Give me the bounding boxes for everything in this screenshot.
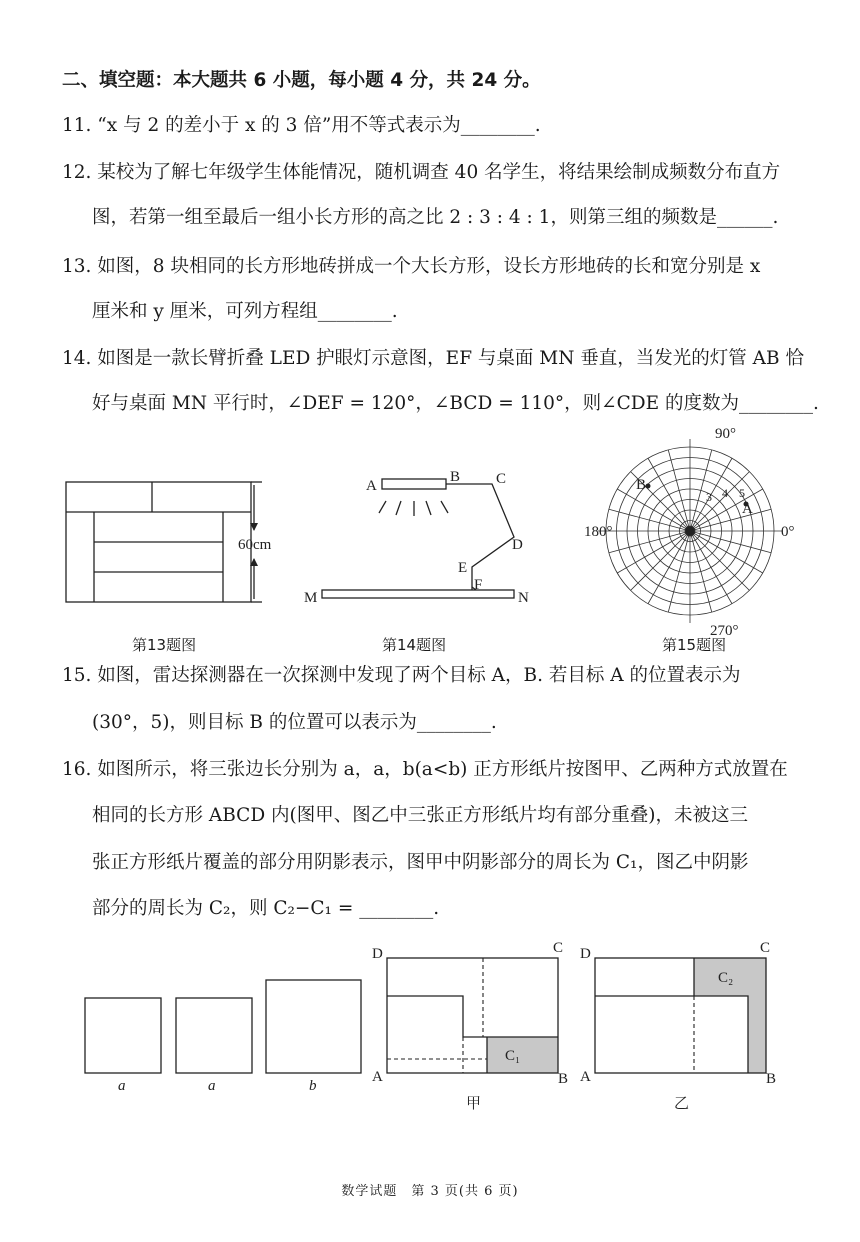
fig14-label-B: B [450, 469, 461, 485]
radar-spoke [609, 509, 690, 531]
jia-label-C: C [553, 940, 564, 956]
radar-spoke [690, 509, 771, 531]
radar-spoke [648, 458, 690, 531]
jia-label-C1: C₁ [505, 1048, 521, 1064]
question-16-line3: 张正方形纸片覆盖的部分用阴影表示，图甲中阴影部分的周长为 C₁，图乙中阴影 [92, 852, 749, 873]
fig15-caption: 第15题图 [662, 636, 727, 654]
jia-label-B: B [558, 1071, 569, 1087]
radar-spoke [690, 531, 712, 612]
figure-13 [60, 475, 300, 610]
question-13-line2: 厘米和 y 厘米，可列方程组________. [92, 301, 398, 322]
fig13-caption: 第13题图 [132, 636, 197, 654]
yi-label-C2: C₂ [718, 970, 734, 986]
radar-center [685, 526, 695, 536]
fig14-label-M: M [304, 590, 318, 606]
yi-label-B: B [766, 1071, 777, 1087]
jia-caption: 甲 [466, 1094, 482, 1112]
question-13-line1: 13. 如图，8 块相同的长方形地砖拼成一个大长方形，设长方形地砖的长和宽分别是 x [62, 256, 761, 277]
yi-label-D: D [580, 946, 591, 962]
fig14-label-C: C [496, 471, 507, 487]
fig15-angle-0: 0° [781, 524, 795, 540]
jia-label-A: A [372, 1069, 383, 1085]
question-12-line2: 图，若第一组至最后一组小长方形的高之比 2 : 3 : 4 : 1，则第三组的频数是______. [92, 207, 779, 228]
square-a-2 [176, 998, 252, 1073]
fig15-angle-90: 90° [715, 426, 736, 442]
fig15-angle-270: 270° [710, 623, 739, 639]
radar-spoke [617, 531, 690, 573]
square-label-a-2: a [208, 1078, 216, 1094]
fig15-point-label-B: B [636, 477, 647, 493]
page-footer: 数学试题 第 3 页(共 6 页) [341, 1184, 519, 1199]
radar-point-B [646, 484, 651, 489]
square-label-a-1: a [118, 1078, 126, 1094]
yi-label-C: C [760, 940, 771, 956]
figure-14 [300, 465, 540, 615]
radar-spoke [690, 531, 763, 573]
question-16-line1: 16. 如图所示，将三张边长分别为 a，a，b(a<b) 正方形纸片按图甲、乙两种方式放置在 [62, 759, 788, 780]
square-label-b: b [309, 1078, 317, 1094]
radar-spoke [668, 450, 690, 531]
square-b [266, 980, 361, 1073]
question-12-line1: 12. 某校为了解七年级学生体能情况，随机调查 40 名学生，将结果绘制成频数分布直方 [62, 162, 781, 183]
fig15-ring-5: 5 [739, 486, 745, 500]
square-a-1 [85, 998, 161, 1073]
radar-spoke [690, 531, 771, 553]
fig15-ring-4: 4 [722, 486, 728, 500]
radar-spoke [648, 531, 690, 604]
radar-spoke [690, 472, 749, 531]
fig14-label-A: A [366, 478, 377, 494]
yi-caption: 乙 [674, 1094, 690, 1112]
fig14-label-E: E [458, 560, 468, 576]
figure-15 [570, 425, 810, 640]
radar-spoke [617, 489, 690, 531]
question-15-line1: 15. 如图，雷达探测器在一次探测中发现了两个目标 A，B. 若目标 A 的位置表示为 [62, 665, 741, 686]
question-15-line2: (30°，5)，则目标 B 的位置可以表示为________. [92, 712, 497, 733]
question-11: 11. “x 与 2 的差小于 x 的 3 倍”用不等式表示为________. [62, 115, 541, 136]
question-14-line2: 好与桌面 MN 平行时，∠DEF = 120°，∠BCD = 110°，则∠CDE 的度数为________. [92, 393, 819, 414]
fig14-label-N: N [518, 590, 529, 606]
radar-spoke [631, 531, 690, 590]
radar-spoke [690, 531, 749, 590]
question-16-line4: 部分的周长为 C₂，则 C₂−C₁ = ________. [92, 898, 440, 919]
question-16-line2: 相同的长方形 ABCD 内(图甲、图乙中三张正方形纸片均有部分重叠)，未被这三 [92, 805, 748, 826]
fig14-caption: 第14题图 [382, 636, 447, 654]
jia-shaded-region [487, 1037, 558, 1073]
jia-label-D: D [372, 946, 383, 962]
section-heading: 二、填空题：本大题共 6 小题，每小题 4 分，共 24 分。 [62, 70, 541, 91]
yi-label-A: A [580, 1069, 591, 1085]
fig14-label-D: D [512, 537, 523, 553]
radar-spoke [668, 531, 690, 612]
figure-16 [70, 938, 790, 1118]
radar-spoke [690, 531, 732, 604]
fig13-dimension-label: 60cm [238, 537, 272, 553]
fig15-angle-180: 180° [584, 524, 613, 540]
fig15-point-label-A: A [742, 501, 753, 517]
fig15-ring-3: 3 [706, 490, 712, 504]
fig14-label-F: F [474, 577, 483, 593]
question-14-line1: 14. 如图是一款长臂折叠 LED 护眼灯示意图，EF 与桌面 MN 垂直，当发光的灯管 AB 恰 [62, 348, 805, 369]
radar-spoke [609, 531, 690, 553]
